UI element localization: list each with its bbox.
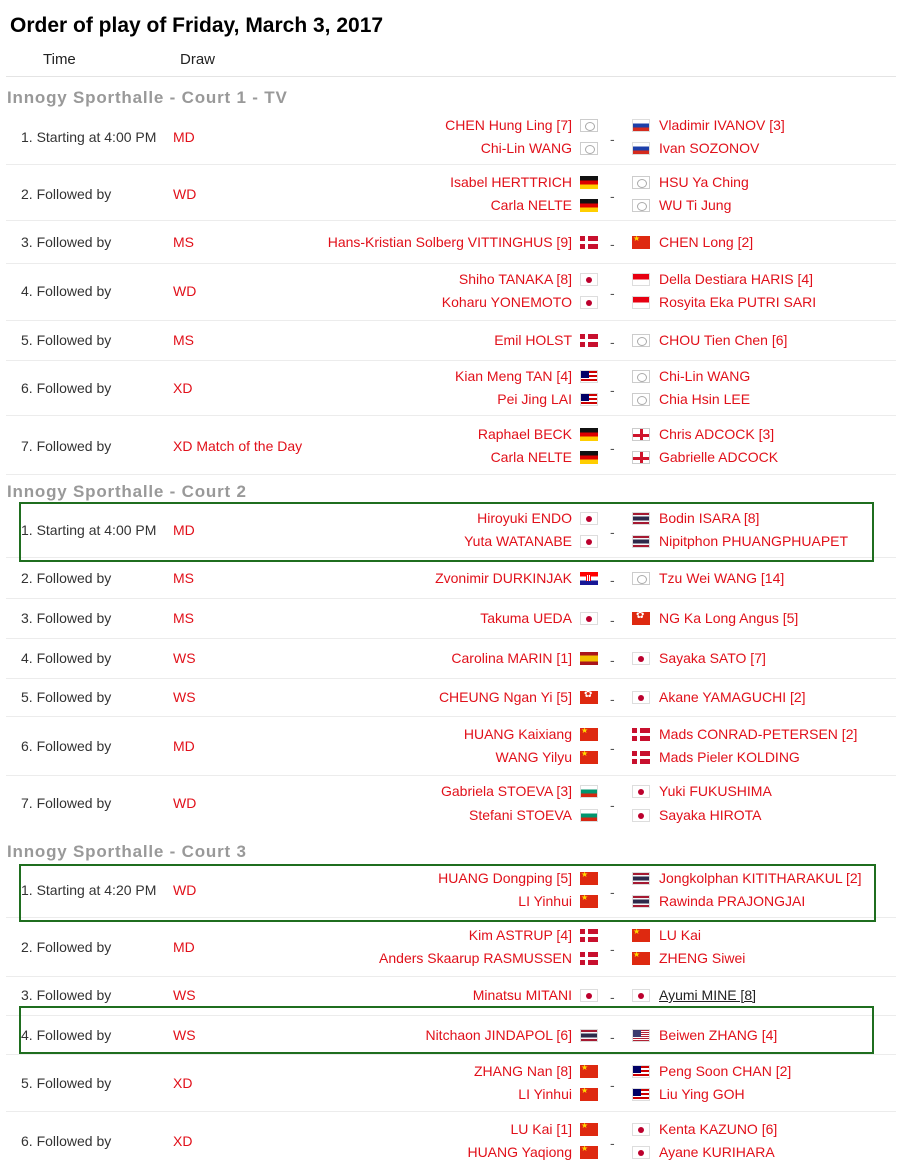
match-time: 5. Followed by: [21, 332, 112, 348]
match-time: 1. Starting at 4:20 PM: [21, 881, 157, 898]
player-flag: [632, 809, 650, 822]
match-draw-link[interactable]: XD: [173, 1074, 193, 1091]
match-draw-link[interactable]: MS: [173, 570, 194, 586]
match-draw-link[interactable]: XD Match of the Day: [173, 437, 303, 454]
player-flag: [632, 652, 650, 665]
page-title: Order of play of Friday, March 3, 2017: [10, 14, 384, 37]
player-link[interactable]: HUANG Dongping [5]: [438, 870, 572, 886]
player-flag: [580, 273, 598, 286]
player-link[interactable]: Yuta WATANABE: [464, 533, 572, 549]
player-link[interactable]: Anders Skaarup RASMUSSEN: [379, 950, 572, 966]
player-flag: [580, 952, 598, 965]
spain-flag-icon: [580, 652, 598, 665]
player-link[interactable]: HSU Ya Ching: [659, 174, 749, 190]
player-flag: [632, 199, 650, 212]
court-heading: Innogy Sporthalle - Court 3: [7, 842, 247, 861]
china-flag-icon: [632, 929, 650, 942]
chinese-taipei-flag-icon: [632, 176, 650, 189]
versus-dash: -: [610, 989, 615, 1005]
japan-flag-icon: [632, 1146, 650, 1159]
player-link[interactable]: WANG Yilyu: [495, 749, 572, 765]
versus-dash: -: [610, 439, 615, 456]
header-divider: [6, 76, 896, 77]
match-time: 6. Followed by: [21, 379, 112, 396]
match-draw-link[interactable]: WS: [173, 650, 196, 666]
japan-flag-icon: [632, 1123, 650, 1136]
versus-dash: -: [610, 1076, 615, 1093]
player-flag: [632, 512, 650, 525]
column-header-time: Time: [43, 51, 76, 68]
player-flag: [580, 809, 598, 822]
player-flag: [632, 785, 650, 798]
match-draw-link[interactable]: WS: [173, 689, 196, 705]
player-link[interactable]: Chia Hsin LEE: [659, 391, 751, 407]
player-flag: [632, 612, 650, 625]
player-flag: [580, 428, 598, 441]
row-divider: [6, 557, 896, 558]
germany-flag-icon: [580, 451, 598, 464]
player-link[interactable]: CHOU Tien Chen [6]: [659, 332, 788, 348]
player-flag: [580, 393, 598, 406]
versus-dash: -: [610, 797, 615, 813]
match-time: 5. Followed by: [21, 1074, 112, 1091]
player-flag: [580, 334, 598, 347]
player-link[interactable]: Ayane KURIHARA: [659, 1144, 775, 1160]
player-link[interactable]: Carla NELTE: [490, 449, 572, 465]
player-flag: [580, 1123, 598, 1136]
player-link[interactable]: Hiroyuki ENDO: [477, 510, 572, 526]
germany-flag-icon: [580, 428, 598, 441]
match-time: 7. Followed by: [21, 437, 112, 454]
versus-dash: -: [610, 572, 615, 588]
china-flag-icon: [580, 1123, 598, 1136]
player-link[interactable]: Tzu Wei WANG [14]: [659, 570, 785, 586]
player-link[interactable]: Rawinda PRAJONGJAI: [659, 893, 806, 909]
player-flag: [632, 176, 650, 189]
versus-dash: -: [610, 334, 615, 350]
player-link[interactable]: Peng Soon CHAN [2]: [659, 1063, 792, 1079]
player-link[interactable]: Nipitphon PHUANGPHUAPET: [659, 533, 849, 549]
player-link[interactable]: Stefani STOEVA: [469, 807, 572, 823]
indonesia-flag-icon: [632, 273, 650, 286]
japan-flag-icon: [580, 296, 598, 309]
match-draw-link[interactable]: MD: [173, 521, 195, 538]
versus-dash: -: [610, 1029, 615, 1045]
player-link[interactable]: Gabriela STOEVA [3]: [441, 783, 572, 799]
player-flag: [580, 572, 598, 585]
versus-dash: -: [610, 130, 615, 147]
player-flag: [580, 296, 598, 309]
player-link[interactable]: ZHENG Siwei: [659, 950, 746, 966]
versus-dash: -: [610, 612, 615, 628]
row-divider: [6, 360, 896, 361]
match-time: 4. Followed by: [21, 650, 112, 666]
player-link[interactable]: Raphael BECK: [477, 426, 572, 442]
player-flag: [580, 1029, 598, 1042]
thailand-flag-icon: [632, 872, 650, 885]
player-flag: [580, 176, 598, 189]
player-flag: [632, 751, 650, 764]
player-flag: [632, 1065, 650, 1078]
japan-flag-icon: [580, 512, 598, 525]
player-link[interactable]: Kim ASTRUP [4]: [468, 927, 572, 943]
china-flag-icon: [632, 236, 650, 249]
versus-dash: -: [610, 236, 615, 252]
player-flag: [632, 989, 650, 1002]
japan-flag-icon: [580, 535, 598, 548]
player-flag: [632, 535, 650, 548]
player-link[interactable]: Ayumi MINE [8]: [659, 987, 756, 1003]
match-time: 6. Followed by: [21, 1132, 112, 1149]
player-flag: [580, 895, 598, 908]
player-flag: [632, 1146, 650, 1159]
denmark-flag-icon: [580, 929, 598, 942]
player-link[interactable]: Sayaka SATO [7]: [659, 650, 766, 666]
player-link[interactable]: Mads Pieler KOLDING: [659, 749, 800, 765]
match-draw-link[interactable]: WD: [173, 881, 197, 898]
match-time: 7. Followed by: [21, 795, 112, 811]
player-link[interactable]: CHEUNG Ngan Yi [5]: [438, 689, 572, 705]
germany-flag-icon: [580, 176, 598, 189]
player-flag: [580, 199, 598, 212]
row-divider: [6, 598, 896, 599]
match-draw-link[interactable]: WD: [173, 795, 197, 811]
player-flag: [580, 451, 598, 464]
row-divider: [6, 263, 896, 264]
england-flag-icon: [632, 451, 650, 464]
match-draw-link[interactable]: WD: [173, 282, 197, 299]
thailand-flag-icon: [632, 895, 650, 908]
player-flag: [632, 1123, 650, 1136]
versus-dash: -: [610, 523, 615, 540]
bulgaria-flag-icon: [580, 785, 598, 798]
player-flag: [632, 428, 650, 441]
player-link[interactable]: LI Yinhui: [518, 893, 572, 909]
row-divider: [6, 474, 896, 475]
player-flag: [632, 895, 650, 908]
player-flag: [580, 872, 598, 885]
player-flag: [632, 119, 650, 132]
denmark-flag-icon: [580, 334, 598, 347]
player-flag: [580, 751, 598, 764]
player-link[interactable]: Shiho TANAKA [8]: [458, 271, 572, 287]
player-link[interactable]: Beiwen ZHANG [4]: [659, 1027, 778, 1043]
player-link[interactable]: Yuki FUKUSHIMA: [659, 783, 772, 799]
china-flag-icon: [580, 1088, 598, 1101]
versus-dash: -: [610, 284, 615, 301]
player-flag: [580, 119, 598, 132]
row-divider: [6, 1015, 896, 1016]
russia-flag-icon: [632, 142, 650, 155]
japan-flag-icon: [580, 989, 598, 1002]
row-divider: [6, 976, 896, 977]
row-divider: [6, 775, 896, 776]
player-flag: [580, 785, 598, 798]
row-divider: [6, 220, 896, 221]
hong-kong-flag-icon: [580, 691, 598, 704]
player-link[interactable]: Chi-Lin WANG: [480, 140, 572, 156]
japan-flag-icon: [580, 273, 598, 286]
match-draw-link[interactable]: MD: [173, 128, 195, 145]
player-flag: [580, 989, 598, 1002]
thailand-flag-icon: [632, 535, 650, 548]
player-flag: [632, 728, 650, 741]
player-link[interactable]: Chris ADCOCK [3]: [659, 426, 775, 442]
player-link[interactable]: Pei Jing LAI: [497, 391, 572, 407]
player-link[interactable]: HUANG Yaqiong: [467, 1144, 572, 1160]
player-link[interactable]: Ivan SOZONOV: [659, 140, 760, 156]
match-time: 2. Followed by: [21, 570, 112, 586]
player-flag: [632, 1029, 650, 1042]
match-time: 1. Starting at 4:00 PM: [21, 521, 157, 538]
match-draw-link[interactable]: MS: [173, 610, 194, 626]
germany-flag-icon: [580, 199, 598, 212]
japan-flag-icon: [632, 809, 650, 822]
player-link[interactable]: Carla NELTE: [490, 197, 572, 213]
match-time: 1. Starting at 4:00 PM: [21, 128, 157, 145]
player-link[interactable]: CHEN Hung Ling [7]: [445, 117, 572, 133]
row-divider: [6, 164, 896, 165]
japan-flag-icon: [632, 785, 650, 798]
match-draw-link[interactable]: WS: [173, 987, 196, 1003]
match-draw-link[interactable]: MS: [173, 234, 194, 250]
player-link[interactable]: CHEN Long [2]: [659, 234, 754, 250]
match-time: 2. Followed by: [21, 938, 112, 955]
chinese-taipei-flag-icon: [632, 370, 650, 383]
china-flag-icon: [580, 895, 598, 908]
chinese-taipei-flag-icon: [580, 142, 598, 155]
match-draw-link[interactable]: XD: [173, 379, 193, 396]
versus-dash: -: [610, 883, 615, 900]
player-link[interactable]: Carolina MARIN [1]: [451, 650, 572, 666]
player-link[interactable]: Della Destiara HARIS [4]: [659, 271, 814, 287]
chinese-taipei-flag-icon: [632, 393, 650, 406]
match-time: 3. Followed by: [21, 987, 112, 1003]
player-link[interactable]: Jongkolphan KITITHARAKUL [2]: [659, 870, 862, 886]
player-link[interactable]: Mads CONRAD-PETERSEN [2]: [659, 726, 858, 742]
player-flag: [632, 296, 650, 309]
denmark-flag-icon: [580, 952, 598, 965]
player-flag: [580, 728, 598, 741]
chinese-taipei-flag-icon: [632, 199, 650, 212]
row-divider: [6, 415, 896, 416]
japan-flag-icon: [580, 612, 598, 625]
japan-flag-icon: [632, 691, 650, 704]
match-draw-link[interactable]: WD: [173, 185, 197, 202]
player-link[interactable]: Isabel HERTTRICH: [450, 174, 572, 190]
player-flag: [580, 929, 598, 942]
player-flag: [632, 929, 650, 942]
player-link[interactable]: Zvonimir DURKINJAK: [435, 570, 572, 586]
player-link[interactable]: Koharu YONEMOTO: [441, 294, 572, 310]
player-flag: [580, 512, 598, 525]
player-link[interactable]: Kenta KAZUNO [6]: [659, 1121, 778, 1137]
court-heading: Innogy Sporthalle - Court 1 - TV: [7, 88, 288, 107]
chinese-taipei-flag-icon: [632, 334, 650, 347]
match-draw-link[interactable]: MD: [173, 938, 195, 955]
player-link[interactable]: Liu Ying GOH: [659, 1086, 745, 1102]
player-flag: [632, 691, 650, 704]
england-flag-icon: [632, 428, 650, 441]
row-divider: [6, 1111, 896, 1112]
player-link[interactable]: Takuma UEDA: [480, 610, 572, 626]
player-flag: [580, 652, 598, 665]
player-flag: [580, 612, 598, 625]
player-link[interactable]: LU Kai: [659, 927, 702, 943]
player-link[interactable]: Nitchaon JINDAPOL [6]: [425, 1027, 572, 1043]
player-flag: [632, 334, 650, 347]
versus-dash: -: [610, 940, 615, 957]
player-flag: [580, 1088, 598, 1101]
row-divider: [6, 678, 896, 679]
china-flag-icon: [580, 751, 598, 764]
japan-flag-icon: [632, 989, 650, 1002]
player-flag: [580, 1146, 598, 1159]
row-divider: [6, 1054, 896, 1055]
match-time: 4. Followed by: [21, 1027, 112, 1043]
versus-dash: -: [610, 187, 615, 204]
malaysia-flag-icon: [632, 1088, 650, 1101]
player-flag: [632, 952, 650, 965]
player-link[interactable]: Minatsu MITANI: [472, 987, 572, 1003]
versus-dash: -: [610, 652, 615, 668]
match-draw-link[interactable]: XD: [173, 1132, 193, 1149]
match-time: 5. Followed by: [21, 689, 112, 705]
match-time: 3. Followed by: [21, 234, 112, 250]
player-link[interactable]: Rosyita Eka PUTRI SARI: [659, 294, 817, 310]
player-flag: [580, 142, 598, 155]
player-flag: [632, 236, 650, 249]
row-divider: [6, 638, 896, 639]
bulgaria-flag-icon: [580, 809, 598, 822]
match-time: 3. Followed by: [21, 610, 112, 626]
player-flag: [580, 691, 598, 704]
player-flag: [632, 572, 650, 585]
player-link[interactable]: Vladimir IVANOV [3]: [659, 117, 785, 133]
player-link[interactable]: Chi-Lin WANG: [659, 368, 751, 384]
denmark-flag-icon: [632, 728, 650, 741]
player-link[interactable]: Hans-Kristian Solberg VITTINGHUS [9]: [327, 234, 572, 250]
chinese-taipei-flag-icon: [632, 572, 650, 585]
player-link[interactable]: ZHANG Nan [8]: [473, 1063, 572, 1079]
usa-flag-icon: [632, 1029, 650, 1042]
player-flag: [580, 236, 598, 249]
player-flag: [632, 273, 650, 286]
player-flag: [632, 872, 650, 885]
player-flag: [580, 370, 598, 383]
player-flag: [632, 451, 650, 464]
match-time: 4. Followed by: [21, 282, 112, 299]
croatia-flag-icon: [580, 572, 598, 585]
japan-flag-icon: [632, 652, 650, 665]
row-divider: [6, 716, 896, 717]
denmark-flag-icon: [580, 236, 598, 249]
player-flag: [632, 370, 650, 383]
player-flag: [632, 142, 650, 155]
column-header-draw: Draw: [180, 51, 216, 68]
match-time: 2. Followed by: [21, 185, 112, 202]
player-flag: [632, 1088, 650, 1101]
china-flag-icon: [632, 952, 650, 965]
player-flag: [580, 535, 598, 548]
match-draw-link[interactable]: MD: [173, 737, 195, 754]
versus-dash: -: [610, 739, 615, 756]
player-link[interactable]: Sayaka HIROTA: [659, 807, 762, 823]
match-time: 6. Followed by: [21, 737, 112, 754]
row-divider: [6, 320, 896, 321]
court-heading: Innogy Sporthalle - Court 2: [7, 482, 247, 501]
row-divider: [6, 917, 896, 918]
match-draw-link[interactable]: MS: [173, 332, 194, 348]
player-flag: [580, 1065, 598, 1078]
player-link[interactable]: Akane YAMAGUCHI [2]: [659, 689, 806, 705]
thailand-flag-icon: [580, 1029, 598, 1042]
indonesia-flag-icon: [632, 296, 650, 309]
player-link[interactable]: Bodin ISARA [8]: [659, 510, 760, 526]
player-link[interactable]: Gabrielle ADCOCK: [659, 449, 779, 465]
player-link[interactable]: WU Ti Jung: [659, 197, 732, 213]
malaysia-flag-icon: [632, 1065, 650, 1078]
player-flag: [632, 393, 650, 406]
china-flag-icon: [580, 1065, 598, 1078]
denmark-flag-icon: [632, 751, 650, 764]
versus-dash: -: [610, 1134, 615, 1151]
malaysia-flag-icon: [580, 393, 598, 406]
chinese-taipei-flag-icon: [580, 119, 598, 132]
thailand-flag-icon: [632, 512, 650, 525]
match-draw-link[interactable]: WS: [173, 1027, 196, 1043]
player-link[interactable]: LU Kai [1]: [510, 1121, 572, 1137]
russia-flag-icon: [632, 119, 650, 132]
player-link[interactable]: Kian Meng TAN [4]: [455, 368, 572, 384]
player-link[interactable]: HUANG Kaixiang: [463, 726, 572, 742]
china-flag-icon: [580, 728, 598, 741]
hong-kong-flag-icon: [632, 612, 650, 625]
player-link[interactable]: Emil HOLST: [494, 332, 572, 348]
player-link[interactable]: LI Yinhui: [518, 1086, 572, 1102]
player-link[interactable]: NG Ka Long Angus [5]: [659, 610, 799, 626]
versus-dash: -: [610, 381, 615, 398]
versus-dash: -: [610, 691, 615, 707]
china-flag-icon: [580, 1146, 598, 1159]
china-flag-icon: [580, 872, 598, 885]
malaysia-flag-icon: [580, 370, 598, 383]
